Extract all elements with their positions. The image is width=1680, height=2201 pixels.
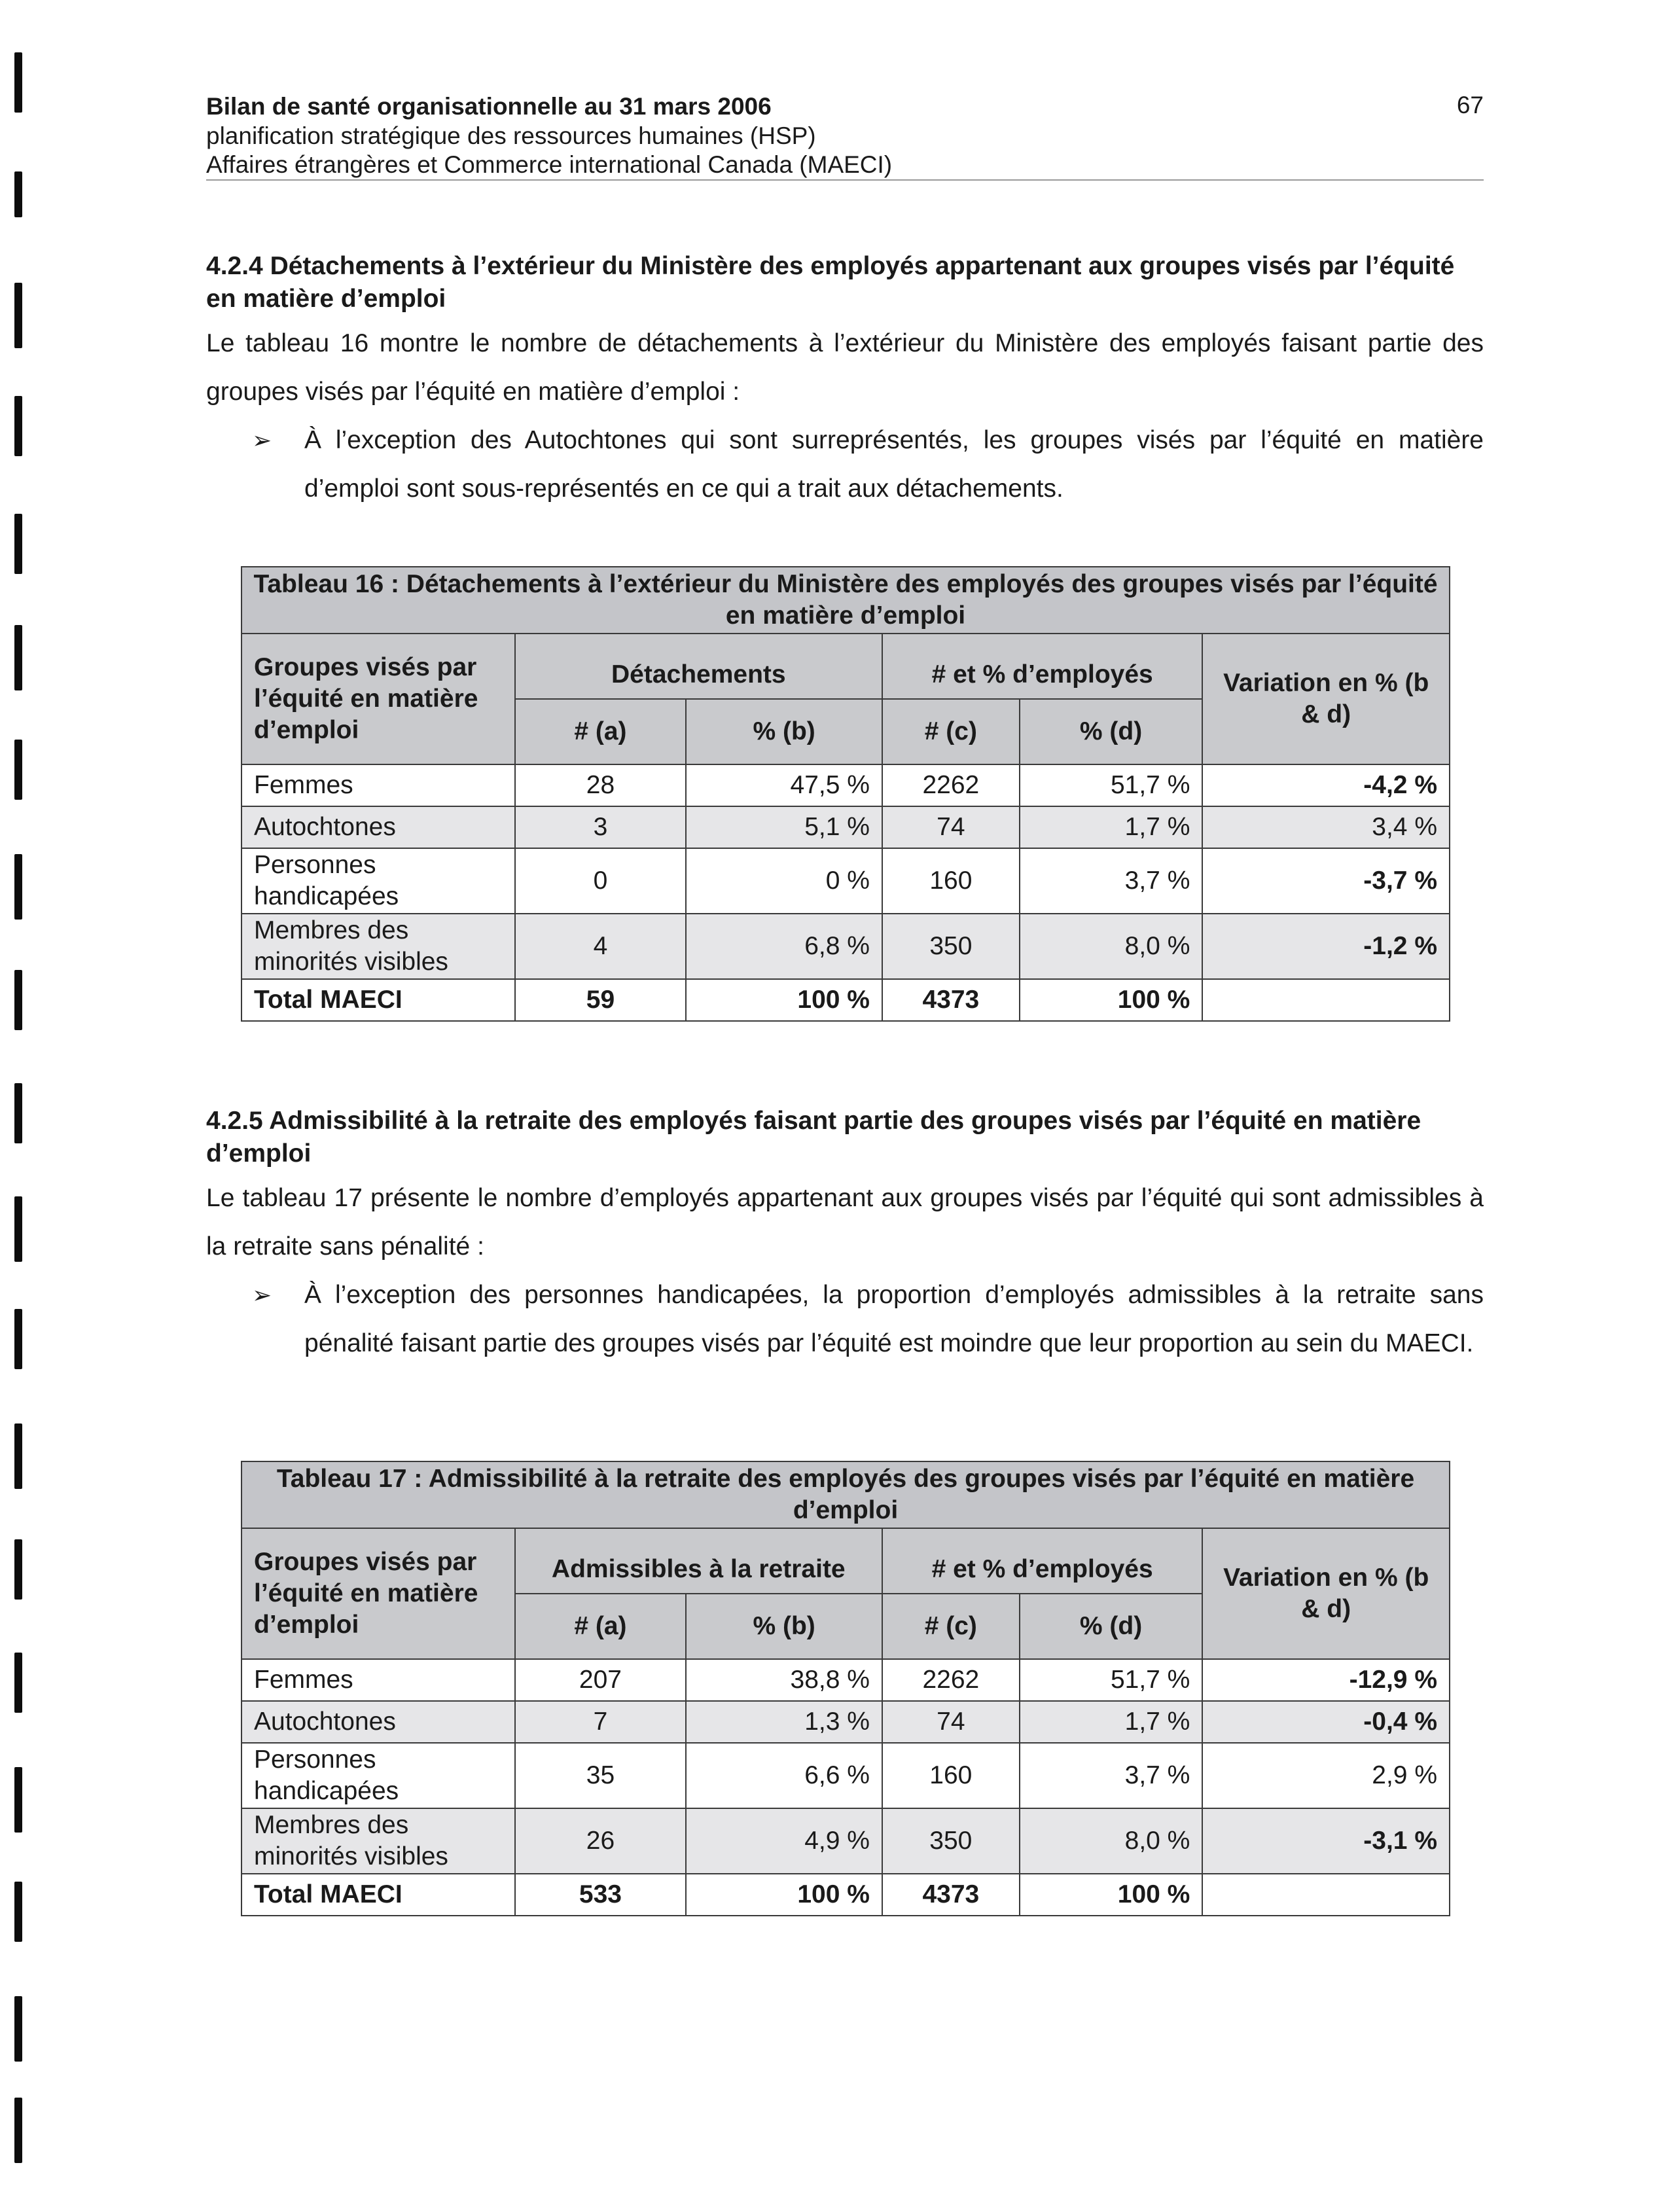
binding-mark [14,396,22,456]
column-header-main: Détachements [515,634,882,699]
row-label: Total MAECI [241,1874,515,1916]
cell-variation: -1,2 % [1202,914,1450,979]
cell-a: 533 [515,1874,687,1916]
cell-b: 47,5 % [686,764,882,806]
cell-variation [1202,979,1450,1021]
column-header-employees: # et % d’employés [882,634,1202,699]
row-label: Membres des minorités visibles [241,914,515,979]
table-total-row [241,979,1450,1021]
row-label: Femmes [241,764,515,806]
cell-d: 51,7 % [1020,764,1203,806]
cell-d: 1,7 % [1020,1701,1203,1743]
row-label: Femmes [241,1659,515,1701]
cell-variation: 3,4 % [1202,806,1450,848]
binding-mark [14,514,22,574]
column-header-variation: Variation en % (b & d) [1202,1528,1450,1659]
binding-mark [14,1539,22,1600]
subheader-b: % (b) [686,699,882,764]
table-row [241,1808,1450,1874]
subheader-c: # (c) [882,1594,1020,1659]
bullet-item [252,1271,1484,1368]
section-4-2-5 [206,1105,1484,1368]
row-label: Membres des minorités visibles [241,1808,515,1874]
binding-mark [14,970,22,1030]
binding-mark [14,740,22,800]
cell-c: 74 [882,806,1020,848]
cell-d: 8,0 % [1020,914,1203,979]
cell-c: 2262 [882,1659,1020,1701]
cell-c: 2262 [882,764,1020,806]
cell-b: 38,8 % [686,1659,882,1701]
header-divider [206,179,1484,181]
binding-mark [14,1423,22,1489]
binding-mark [14,1653,22,1713]
cell-b: 100 % [686,1874,882,1916]
binding-mark [14,1767,22,1833]
cell-d: 51,7 % [1020,1659,1203,1701]
table-17 [241,1461,1450,1916]
section-paragraph: Le tableau 16 montre le nombre de détachements à l’extérieur du Ministère des employés faisant partie des groupes visés par l’équité en matière d’emploi : [206,329,1484,406]
cell-a: 7 [515,1701,687,1743]
cell-b: 6,6 % [686,1743,882,1808]
section-4-2-4 [206,250,1484,513]
table-row [241,1701,1450,1743]
subheader-c: # (c) [882,699,1020,764]
arrow-bullet-icon: ➢ [252,427,272,454]
table-total-row [241,1874,1450,1916]
cell-a: 3 [515,806,687,848]
cell-d: 1,7 % [1020,806,1203,848]
section-heading: 4.2.5 Admissibilité à la retraite des employés faisant partie des groupes visés par l’équité en matière d’emploi [206,1107,1421,1168]
subheader-a: # (a) [515,1594,687,1659]
table-row [241,764,1450,806]
binding-mark [14,2098,22,2163]
subheader-b: % (b) [686,1594,882,1659]
row-label: Personnes handicapées [241,1743,515,1808]
cell-variation [1202,1874,1450,1916]
table-caption: Tableau 16 : Détachements à l’extérieur du Ministère des employés des groupes visés par l’équité en matière d’emploi [241,567,1450,634]
table-row [241,848,1450,914]
column-header-main: Admissibles à la retraite [515,1528,882,1594]
cell-c: 350 [882,1808,1020,1874]
table-row [241,806,1450,848]
binding-mark [14,854,22,920]
section-paragraph: Le tableau 17 présente le nombre d’employés appartenant aux groupes visés par l’équité qui sont admissibles à la retraite sans pénalité : [206,1184,1484,1261]
binding-mark [14,625,22,690]
cell-d: 100 % [1020,979,1203,1021]
binding-mark [14,1196,22,1262]
column-header-group: Groupes visés par l’équité en matière d’emploi [241,634,515,764]
header-subtitle: planification stratégique des ressources humaines (HSP) [206,122,816,149]
table-caption: Tableau 17 : Admissibilité à la retraite des employés des groupes visés par l’équité en matière d’emploi [241,1461,1450,1528]
cell-d: 3,7 % [1020,1743,1203,1808]
page-number: 67 [1456,92,1484,118]
cell-b: 5,1 % [686,806,882,848]
cell-a: 26 [515,1808,687,1874]
row-label: Autochtones [241,1701,515,1743]
cell-c: 74 [882,1701,1020,1743]
cell-c: 350 [882,914,1020,979]
bullet-text: À l’exception des personnes handicapées, la proportion d’employés admissibles à la retraite sans pénalité faisant partie des groupes visés par l’équité est moindre que leur proportion au sein du MAECI. [304,1281,1484,1357]
header-report-title: Bilan de santé organisationnelle au 31 mars 2006 [206,93,772,120]
cell-c: 4373 [882,1874,1020,1916]
binding-mark [14,1083,22,1143]
table-16 [241,566,1450,1022]
section-heading: 4.2.4 Détachements à l’extérieur du Ministère des employés appartenant aux groupes visés par l’équité en matière d’emploi [206,252,1455,313]
cell-a: 28 [515,764,687,806]
cell-variation: -3,1 % [1202,1808,1450,1874]
table-row [241,1659,1450,1701]
cell-a: 207 [515,1659,687,1701]
subheader-a: # (a) [515,699,687,764]
table-row [241,914,1450,979]
row-label: Personnes handicapées [241,848,515,914]
cell-variation: -4,2 % [1202,764,1450,806]
subheader-d: % (d) [1020,1594,1203,1659]
row-label: Autochtones [241,806,515,848]
binding-mark [14,1309,22,1369]
cell-variation: 2,9 % [1202,1743,1450,1808]
subheader-d: % (d) [1020,699,1203,764]
cell-d: 3,7 % [1020,848,1203,914]
cell-c: 4373 [882,979,1020,1021]
running-header [206,92,1484,179]
cell-b: 6,8 % [686,914,882,979]
binding-mark [14,1996,22,2062]
header-department: Affaires étrangères et Commerce international Canada (MAECI) [206,151,893,178]
cell-b: 100 % [686,979,882,1021]
table-row [241,1743,1450,1808]
cell-d: 8,0 % [1020,1808,1203,1874]
binding-mark [14,283,22,348]
cell-a: 59 [515,979,687,1021]
cell-variation: -0,4 % [1202,1701,1450,1743]
cell-c: 160 [882,848,1020,914]
arrow-bullet-icon: ➢ [252,1281,272,1308]
cell-d: 100 % [1020,1874,1203,1916]
column-header-employees: # et % d’employés [882,1528,1202,1594]
cell-a: 0 [515,848,687,914]
column-header-variation: Variation en % (b & d) [1202,634,1450,764]
cell-b: 1,3 % [686,1701,882,1743]
cell-b: 0 % [686,848,882,914]
binding-mark [14,52,22,113]
cell-c: 160 [882,1743,1020,1808]
cell-a: 4 [515,914,687,979]
column-header-group: Groupes visés par l’équité en matière d’emploi [241,1528,515,1659]
cell-variation: -3,7 % [1202,848,1450,914]
cell-a: 35 [515,1743,687,1808]
row-label: Total MAECI [241,979,515,1021]
binding-mark [14,1882,22,1942]
binding-mark [14,171,22,217]
cell-variation: -12,9 % [1202,1659,1450,1701]
cell-b: 4,9 % [686,1808,882,1874]
bullet-item [252,416,1484,513]
bullet-text: À l’exception des Autochtones qui sont surreprésentés, les groupes visés par l’équité en matière d’emploi sont sous-représentés en ce qui a trait aux détachements. [304,426,1484,503]
